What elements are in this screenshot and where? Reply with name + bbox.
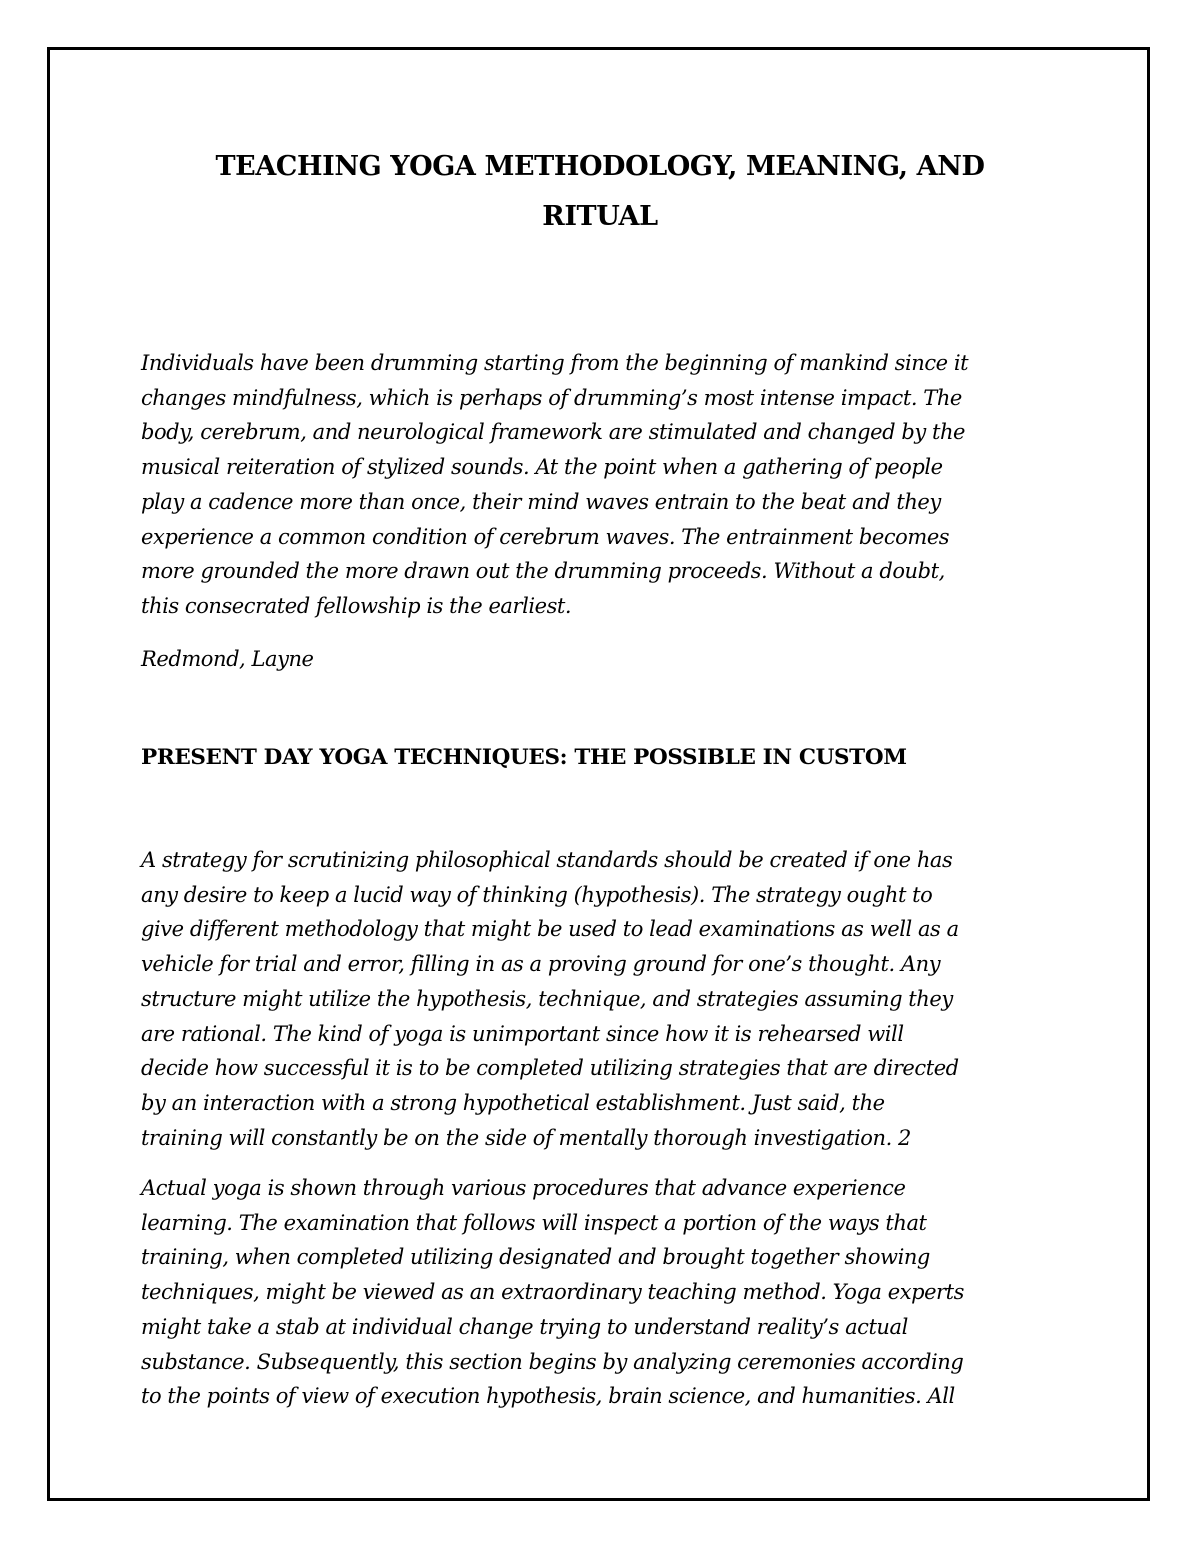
section-heading: PRESENT DAY YOGA TECHNIQUES: THE POSSIBLE IN CUSTOM xyxy=(141,745,907,770)
document-title: TEACHING YOGA METHODOLOGY, MEANING, AND RITUAL xyxy=(215,151,985,232)
methodology-paragraph: A strategy for scrutinizing philosophical standards should be created if one has any desire to keep a lucid way of thinking (hypothesis). The strategy ought to give different methodology that might be used to lead examinations as well as a vehicle for trial and error, filling in as a proving ground for one’s thought. Any structure might utilize the hypothesis, technique, and strategies assuming they are rational. The kind of yoga is unimportant since how it is rehearsed will decide how successful it is to be completed utilizing strategies that are directed by an interaction with a strong hypothetical establishment. Just said, the training will constantly be on the side of mentally thorough investigation. 2 xyxy=(141,848,959,1150)
author-citation: Redmond, Layne xyxy=(141,647,314,671)
practice-paragraph: Actual yoga is shown through various procedures that advance experience learning. The examination that follows will inspect a portion of the ways that training, when completed utilizing designated and brought together showing techniques, might be viewed as an extraordinary teaching method. Yoga experts might take a stab at individual change trying to understand reality’s actual substance. Subsequently, this section begins by analyzing ceremonies according to the points of view of execution hypothesis, brain science, and humanities. All xyxy=(141,1176,964,1409)
intro-paragraph: Individuals have been drumming starting from the beginning of mankind since it changes mindfulness, which is perhaps of drumming’s most intense impact. The body, cerebrum, and neurological framework are stimulated and changed by the musical reiteration of stylized sounds. At the point when a gathering of people play a cadence more than once, their mind waves entrain to the beat and they experience a common condition of cerebrum waves. The entrainment becomes more grounded the more drawn out the drumming proceeds. Without a doubt, this consecrated fellowship is the earliest. xyxy=(141,351,969,618)
